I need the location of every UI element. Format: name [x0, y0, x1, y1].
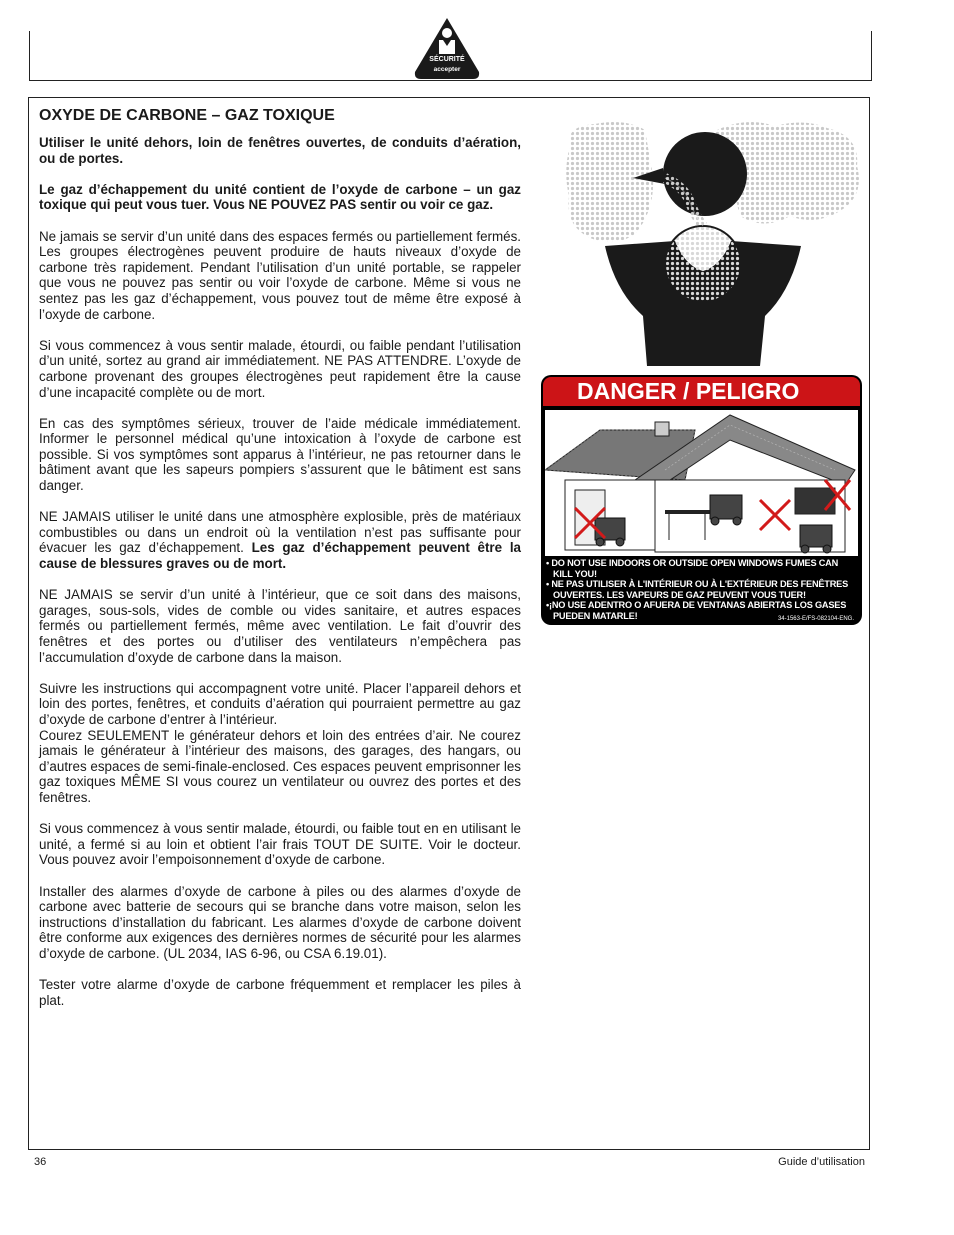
- paragraph-fresh-air: Si vous commencez à vous sentir malade, étourdi, ou faible tout en en utilisant le unité, a fermé si au loin et obtient l’air frais TOUT DE SUITE. Voir le docteur. Vous pouvez avoir l’empoisonnement d’oxyde de carbone.: [39, 821, 521, 868]
- danger-header: DANGER / PELIGRO: [543, 377, 860, 406]
- page-number: 36: [34, 1156, 47, 1168]
- paragraph-never-indoors: NE JAMAIS se servir d’un unité à l’intérieur, que ce soit dans des maisons, garages, sous-sols, vides de comble ou vides sanitaire, et autres espaces fermés ou partiellement fermés, même avec ventilation. Le fait d’ouvrir des fenêtres et des portes ou d’utiliser des ventilateurs n’empêchera pas l’accumulation d’oxyde de carbone dans la maison.: [39, 587, 521, 665]
- label-part-code: 34-1563-E/FS-082104-ENG.: [777, 616, 854, 622]
- paragraph-toxic-gas: Le gaz d’échappement du unité contient de l’oxyde de carbone – un gaz toxique qui peut vous tuer. Vous NE POUVEZ PAS sentir ou voir ce gaz.: [39, 181, 521, 213]
- paragraph-follow-instructions: [39, 681, 521, 806]
- text-column: [39, 106, 521, 1024]
- safety-badge: [413, 16, 481, 80]
- section-title: OXYDE DE CARBONE – GAZ TOXIQUE: [39, 107, 335, 124]
- instructions-text: Suivre les instructions qui accompagnent votre unité. Placer l’appareil dehors et loin des portes, fenêtres, et conduits d’aération qui pourraient permettre au gaz d’oxyde de carbone d’entrer à l’intérieur.: [39, 680, 521, 727]
- explosive-warning-bold: Les gaz d’échappement peuvent être la cause de blessures graves ou de mort.: [39, 540, 521, 572]
- paragraph-outdoor-use: Utiliser le unité dehors, loin de fenêtres ouvertes, de conduits d’aération, ou de portes.: [39, 135, 521, 166]
- paragraph-enclosed-spaces: Ne jamais se servir d’un unité dans des espaces fermés ou partiellement fermés. Les groupes électrogènes peuvent produire de hauts niveaux d’oxyde de carbone très rapidement. Pendant l’utilisation d’un unité portable, se rappeler que vous ne pouvez pas sentir ou voir l’oxyde de carbone. Même si vous ne sentez pas les gaz d’échappement, vous pouvez tout de même être exposé à l’oxyde de carbone.: [39, 228, 521, 322]
- danger-message-french: • NE PAS UTILISER À L'INTÉRIEUR OU À L'EXTÉRIEUR DES FENÊTRES OUVERTES. LES VAPEURS DE GAZ PEUVENT VOUS TUER!: [546, 579, 849, 600]
- run-outside-text: Courez SEULEMENT le générateur dehors et loin des entrées d’air. Ne courez jamais le générateur à l’intérieur des maisons, des garages, des hangars, ou d’autres espaces de semi-finale-enclosed. Ces espaces peuvent emprisonner les gaz toxiques MÊME SI vous courez un ventilateur ou ouvrez des portes et des fenêtres.: [39, 727, 521, 805]
- danger-messages: [546, 558, 858, 622]
- paragraph-feeling-sick: Si vous commencez à vous sentir malade, étourdi, ou faible pendant l’utilisation d’un unité, sortez au grand air immédiatement. NE PAS ATTENDRE. L’oxyde de carbone provenant des groupes électrogènes peut rapidement être la cause d’une incapacité complète ou de mort.: [39, 337, 521, 400]
- paragraph-test-alarm: Tester votre alarme d’oxyde de carbone fréquemment et remplacer les piles à plat.: [39, 977, 521, 1008]
- explosive-warning-text: NE JAMAIS utiliser le unité dans une atmosphère explosible, près de matériaux combustibles ou dans un endroit où la ventilation n’est pas suffisante pour évacuer les gaz d’échappement.: [39, 509, 521, 556]
- content-box: [28, 97, 870, 1150]
- house-generator-scene-icon: [545, 410, 858, 556]
- carbon-monoxide-person-icon: [565, 116, 865, 371]
- paragraph-explosive-atmosphere: [39, 509, 521, 571]
- danger-message-english: • DO NOT USE INDOORS OR OUTSIDE OPEN WINDOWS FUMES CAN KILL YOU!: [546, 558, 839, 579]
- danger-label: [541, 375, 862, 625]
- paragraph-install-alarms: Installer des alarmes d’oxyde de carbone à piles ou des alarmes d’oxyde de carbone avec batterie de secours qui se branche dans votre maison, selon les instructions d’installation du fabricant. Les alarmes d’oxyde de carbone doivent être conforme aux exigences des dernières normes de sécurité pour les alarmes d’oxyde de carbone. (UL 2034, IAS 6-96, ou CSA 6.19.01).: [39, 883, 521, 961]
- danger-message-spanish: •¡NO USE ADENTRO O AFUERA DE VENTANAS ABIERTAS LOS GASES PUEDEN MATARLE!: [546, 600, 847, 621]
- footer-doc-title: Guide d’utilisation: [778, 1156, 865, 1168]
- badge-subtitle: accepter: [433, 66, 461, 73]
- paragraph-medical-help: En cas des symptômes sérieux, trouver de l’aide médicale immédiatement. Informer le personnel médical qu’une intoxication à l’oxyde de carbone est possible. Si vos symptômes sont apparus à l’intérieur, ne pas retourner dans le bâtiment avant que les sapeurs pompiers s’assurent que le bâtiment est sans danger.: [39, 415, 521, 494]
- badge-title: SÉCURITÉ: [429, 56, 465, 63]
